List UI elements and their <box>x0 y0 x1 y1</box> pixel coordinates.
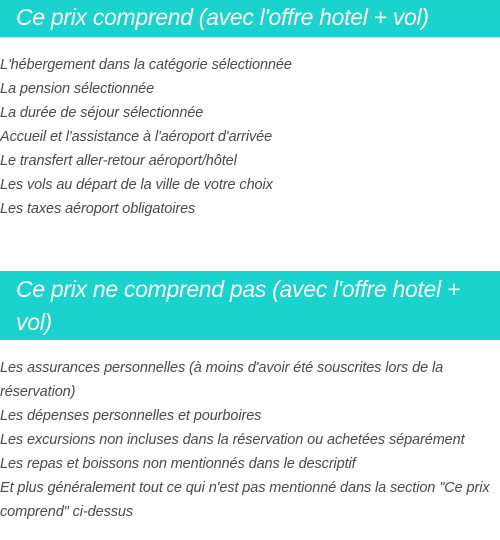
not-included-section-title: Ce prix ne comprend pas (avec l'offre hotel + vol) <box>0 271 500 340</box>
list-item: Les repas et boissons non mentionnés dans le descriptif <box>0 456 356 472</box>
list-item: La durée de séjour sélectionnée <box>0 105 204 121</box>
not-included-items-list <box>0 356 495 524</box>
list-item: Les vols au départ de la ville de votre choix <box>0 177 273 193</box>
list-item: La pension sélectionnée <box>0 81 155 97</box>
list-item: Et plus généralement tout ce qui n'est pas mentionné dans la section "Ce prix comprend" ci-dessus <box>0 480 490 520</box>
list-item: Le transfert aller-retour aéroport/hôtel <box>0 153 237 169</box>
list-item: Accueil et l'assistance à l'aéroport d'arrivée <box>0 129 273 145</box>
list-item: Les taxes aéroport obligatoires <box>0 201 196 217</box>
list-item: Les assurances personnelles (à moins d'avoir été souscrites lors de la réservation) <box>0 360 444 400</box>
included-items-list <box>0 53 495 221</box>
list-item: L'hébergement dans la catégorie sélectionnée <box>0 57 292 73</box>
list-item: Les excursions non incluses dans la réservation ou achetées séparément <box>0 432 465 448</box>
included-section-title: Ce prix comprend (avec l'offre hotel + vol) <box>0 0 500 37</box>
list-item: Les dépenses personnelles et pourboires <box>0 408 262 424</box>
